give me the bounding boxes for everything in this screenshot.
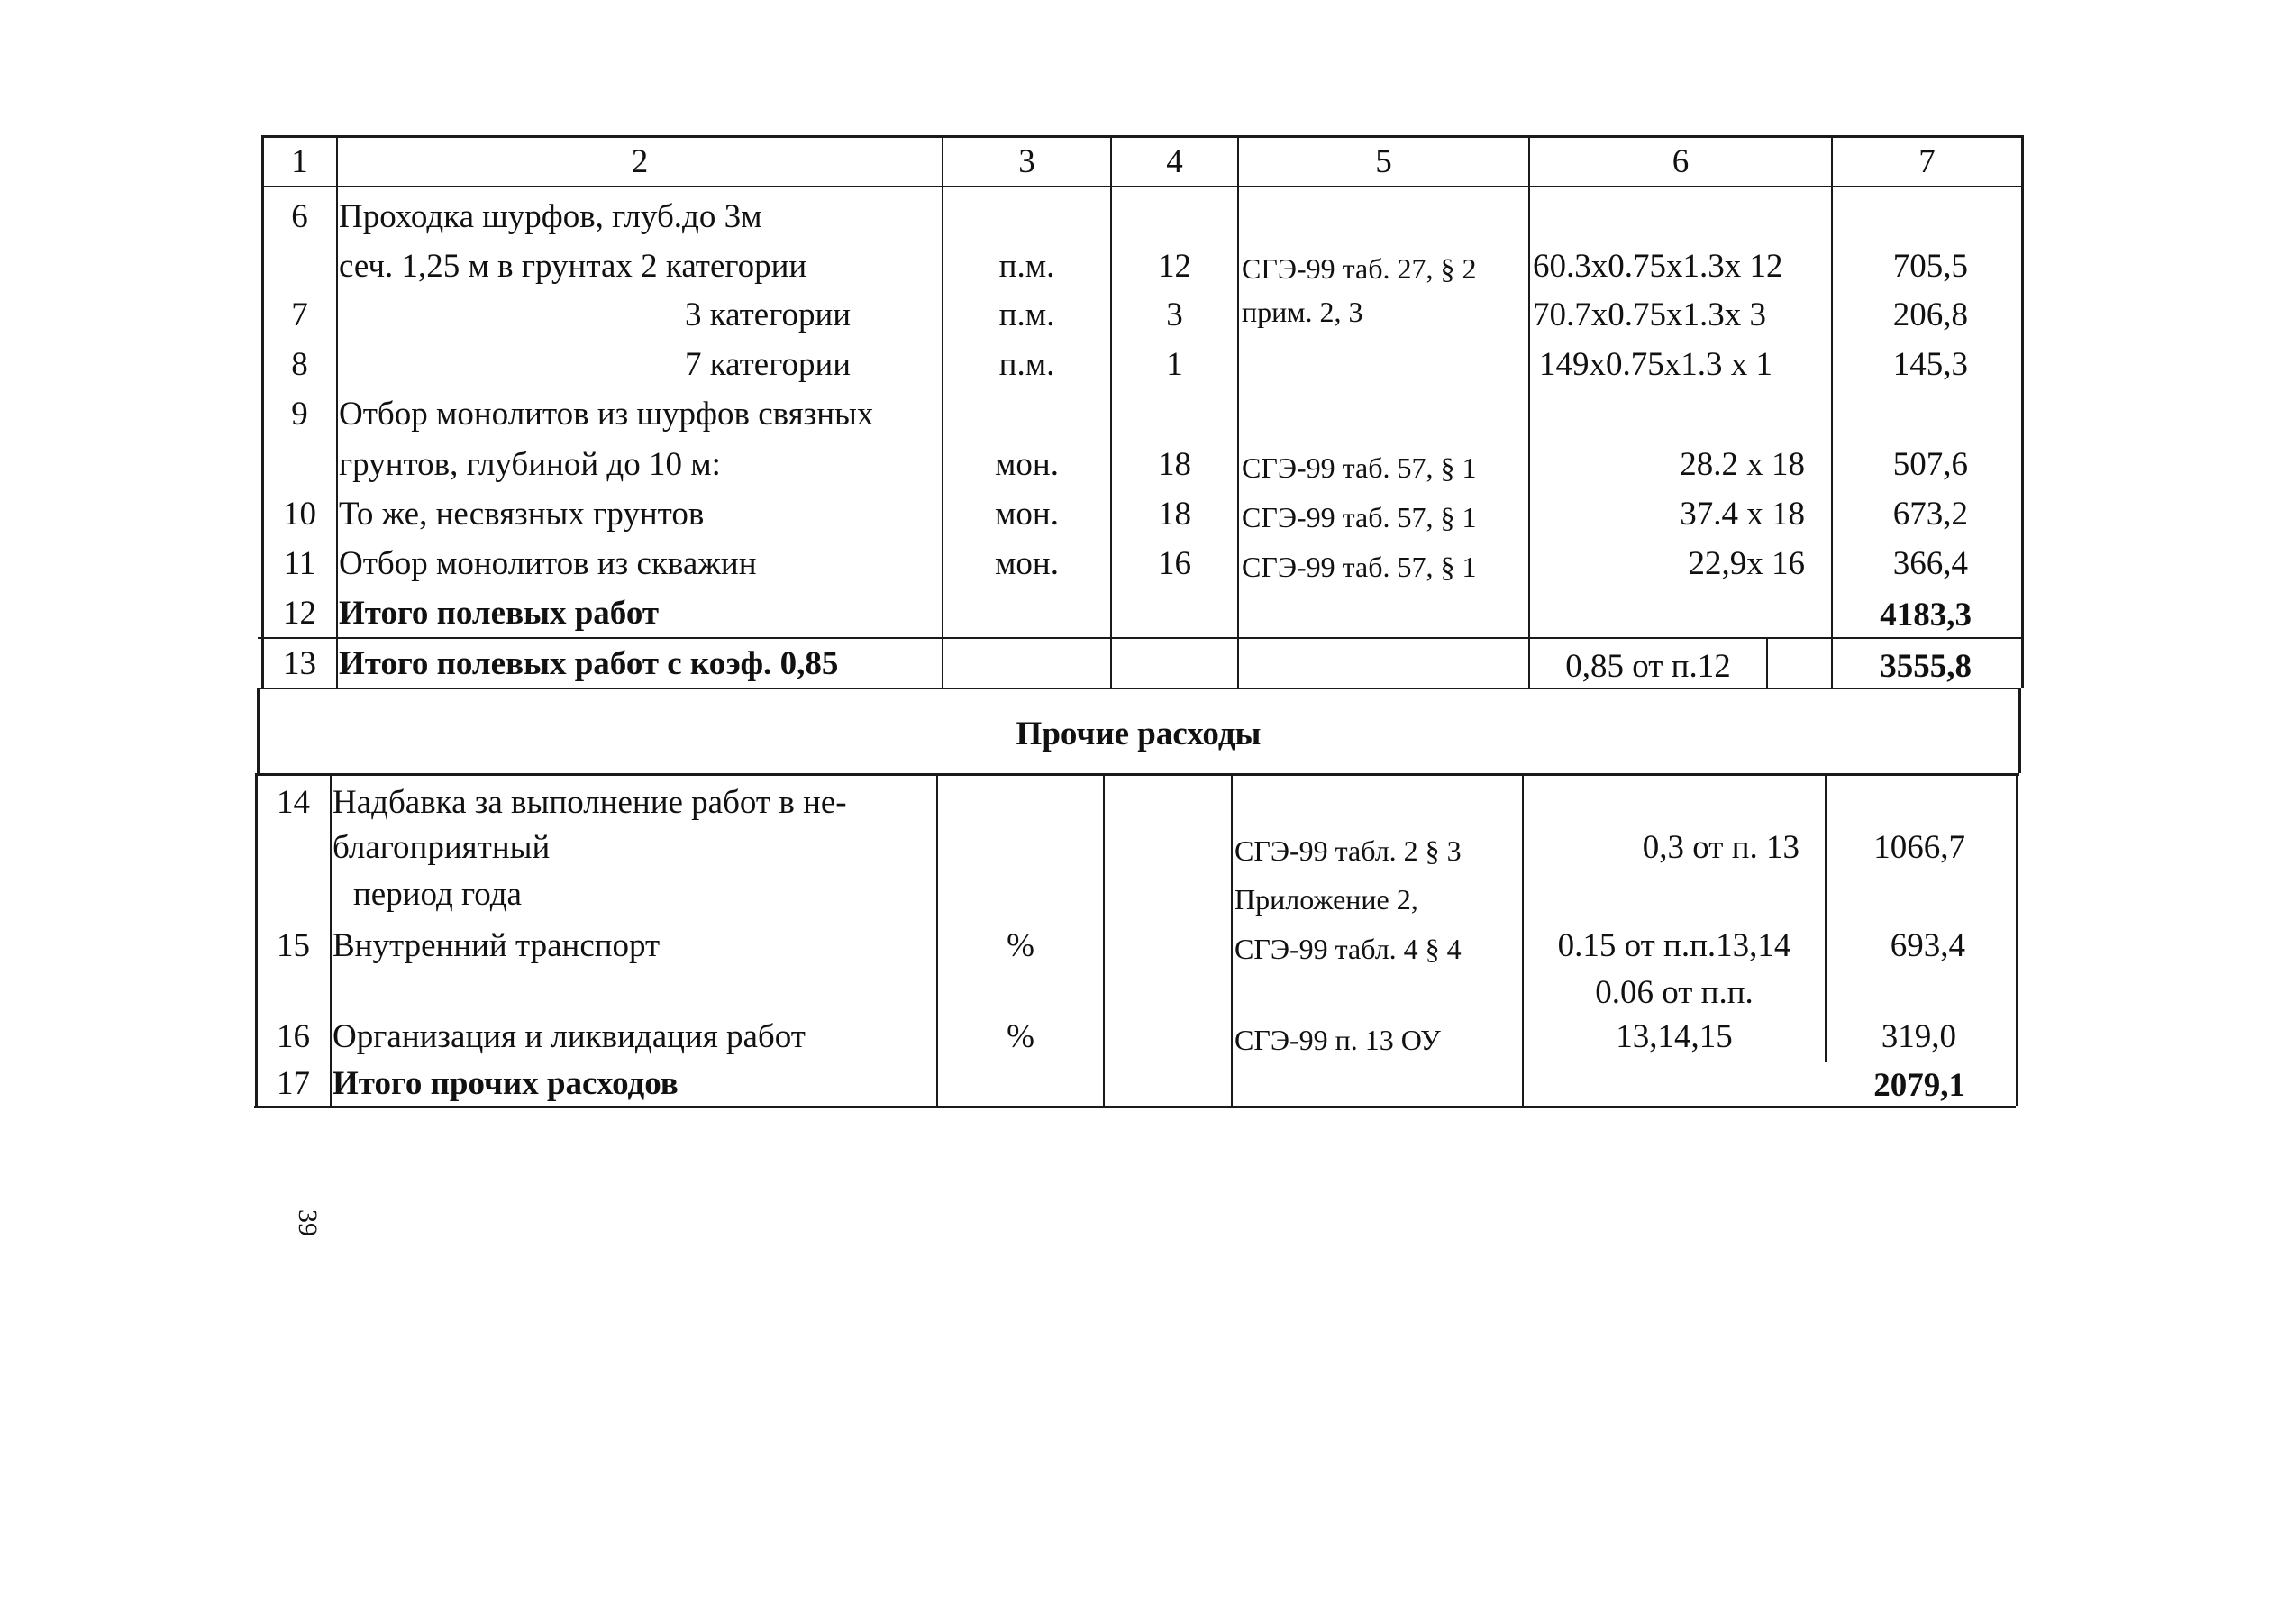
table-bottom-border	[254, 1106, 2016, 1108]
section-title: Прочие расходы	[1016, 715, 1262, 752]
row-17-number: 17	[277, 1065, 310, 1102]
row-14-description-line2: благоприятный	[333, 829, 551, 866]
row-9-number: 9	[291, 396, 308, 433]
row-16-reference: СГЭ-99 п. 13 ОУ	[1235, 1024, 1441, 1056]
row-8-number: 8	[291, 346, 308, 383]
col-divider-5	[1528, 135, 1530, 688]
row-10-reference: СГЭ-99 таб. 57, § 1	[1242, 501, 1477, 533]
row-9-sum: 507,6	[1892, 446, 1968, 483]
row-16-sum: 319,0	[1881, 1018, 1956, 1055]
row-16-description: Организация и ликвидация работ	[333, 1018, 806, 1055]
row-9-reference: СГЭ-99 таб. 57, § 1	[1242, 451, 1477, 484]
col-right-border	[2021, 135, 2024, 688]
row-12-sum: 4183,3	[1880, 597, 1972, 633]
lower-divider-3	[1103, 773, 1105, 1106]
row-9-description: Отбор монолитов из шурфов связных	[339, 396, 874, 433]
header-col-3: 3	[1018, 143, 1035, 180]
row-11-unit: мон.	[995, 545, 1059, 582]
row-11-number: 11	[283, 545, 316, 582]
header-bottom-border	[261, 186, 2023, 187]
lower-divider-1	[330, 773, 332, 1106]
row-10-sum: 673,2	[1892, 496, 1968, 533]
row-9-quantity: 18	[1158, 446, 1191, 483]
row-13-calculation: 0,85 от п.12	[1565, 648, 1731, 685]
header-col-2: 2	[631, 143, 649, 180]
row-7-quantity: 3	[1166, 296, 1183, 333]
row13-bottom-border	[257, 688, 2020, 689]
row-14-calculation: 0,3 от п. 13	[1642, 829, 1799, 866]
row-16-calculation-line2: 13,14,15	[1616, 1018, 1733, 1055]
row-10-calculation: 37.4 x 18	[1680, 496, 1805, 533]
row-7-number: 7	[291, 296, 308, 333]
row-9-calculation: 28.2 x 18	[1680, 446, 1805, 483]
row-17-description: Итого прочих расходов	[333, 1065, 679, 1102]
row-6-description: Проходка шурфов, глуб.до 3м	[339, 198, 762, 235]
row-15-number: 15	[277, 927, 310, 964]
row-14-description-line1: Надбавка за выполнение работ в не-	[333, 784, 847, 821]
row-12-number: 12	[283, 595, 316, 632]
row-11-quantity: 16	[1158, 545, 1191, 582]
row-10-number: 10	[283, 496, 316, 533]
row-16-unit: %	[1007, 1018, 1034, 1055]
row-9-unit: мон.	[995, 446, 1059, 483]
page-number: 39	[293, 1209, 323, 1236]
row-8-sum: 145,3	[1892, 346, 1968, 383]
row12-bottom-border	[258, 637, 2021, 639]
section-bottom-border	[256, 773, 2019, 776]
row-6-reference: СГЭ-99 таб. 27, § 2	[1242, 252, 1477, 285]
table-top-border	[261, 135, 2023, 138]
row-8-quantity: 1	[1166, 346, 1183, 383]
row-7-calculation: 70.7x0.75x1.3x 3	[1533, 296, 1766, 333]
row-15-sum: 693,4	[1890, 927, 1965, 964]
row-13-description: Итого полевых работ с коэф. 0,85	[339, 645, 839, 682]
row-10-description: То же, несвязных грунтов	[339, 496, 705, 533]
lower-divider-6	[1825, 773, 1827, 1062]
row-13-number: 13	[283, 645, 316, 682]
lower-right-border	[2016, 773, 2018, 1106]
row-6-quantity: 12	[1158, 248, 1191, 285]
row-8-unit: п.м.	[998, 346, 1055, 383]
row-12-description: Итого полевых работ	[339, 595, 660, 632]
row-8-description: 7 категории	[685, 346, 852, 383]
row-6-description-cont: сеч. 1,25 м в грунтах 2 категории	[339, 248, 807, 285]
header-col-4: 4	[1166, 143, 1183, 180]
row-10-quantity: 18	[1158, 496, 1191, 533]
row-15-unit: %	[1007, 927, 1034, 964]
row-14-number: 14	[277, 784, 310, 821]
header-col-6: 6	[1672, 143, 1690, 180]
lower-divider-4	[1231, 773, 1233, 1106]
row-15-calculation: 0.15 от п.п.13,14	[1557, 927, 1791, 964]
section-right-border	[2018, 688, 2021, 773]
row-7-description: 3 категории	[685, 296, 852, 333]
row-10-unit: мон.	[995, 496, 1059, 533]
row-16-number: 16	[277, 1018, 310, 1055]
row-9-description-cont: грунтов, глубиной до 10 м:	[339, 446, 721, 483]
row-16-calculation-line1: 0.06 от п.п.	[1595, 974, 1754, 1011]
row-14-reference: СГЭ-99 табл. 2 § 3	[1235, 834, 1462, 867]
row-17-sum: 2079,1	[1873, 1067, 1965, 1104]
col-divider-4	[1237, 135, 1239, 688]
row-11-sum: 366,4	[1892, 545, 1968, 582]
row-15-reference-line1: Приложение 2,	[1235, 883, 1418, 916]
row-15-reference-line2: СГЭ-99 табл. 4 § 4	[1235, 933, 1462, 965]
row-7-sum: 206,8	[1892, 296, 1968, 333]
row-6-unit: п.м.	[998, 248, 1055, 285]
row-13-sum: 3555,8	[1880, 648, 1972, 685]
col-divider-2	[942, 135, 943, 688]
row-14-description-line3: период года	[353, 876, 522, 913]
row-11-reference: СГЭ-99 таб. 57, § 1	[1242, 551, 1477, 583]
header-col-5: 5	[1375, 143, 1392, 180]
row-8-calculation: 149x0.75x1.3 x 1	[1539, 346, 1772, 383]
header-col-7: 7	[1918, 143, 1936, 180]
row-6-number: 6	[291, 198, 308, 235]
row-11-description: Отбор монолитов из скважин	[339, 545, 757, 582]
col-divider-3	[1110, 135, 1112, 688]
row-7-unit: п.м.	[998, 296, 1055, 333]
col-divider-1	[336, 135, 338, 688]
header-col-1: 1	[291, 143, 308, 180]
row-14-sum: 1066,7	[1873, 829, 1965, 866]
row-6-calculation: 60.3x0.75x1.3x 12	[1533, 248, 1783, 285]
row-6-sum: 705,5	[1892, 248, 1968, 285]
row-15-description: Внутренний транспорт	[333, 927, 661, 964]
row-7-reference: прим. 2, 3	[1242, 296, 1363, 328]
row13-extra-divider	[1766, 637, 1768, 688]
row-11-calculation: 22,9x 16	[1688, 545, 1805, 582]
